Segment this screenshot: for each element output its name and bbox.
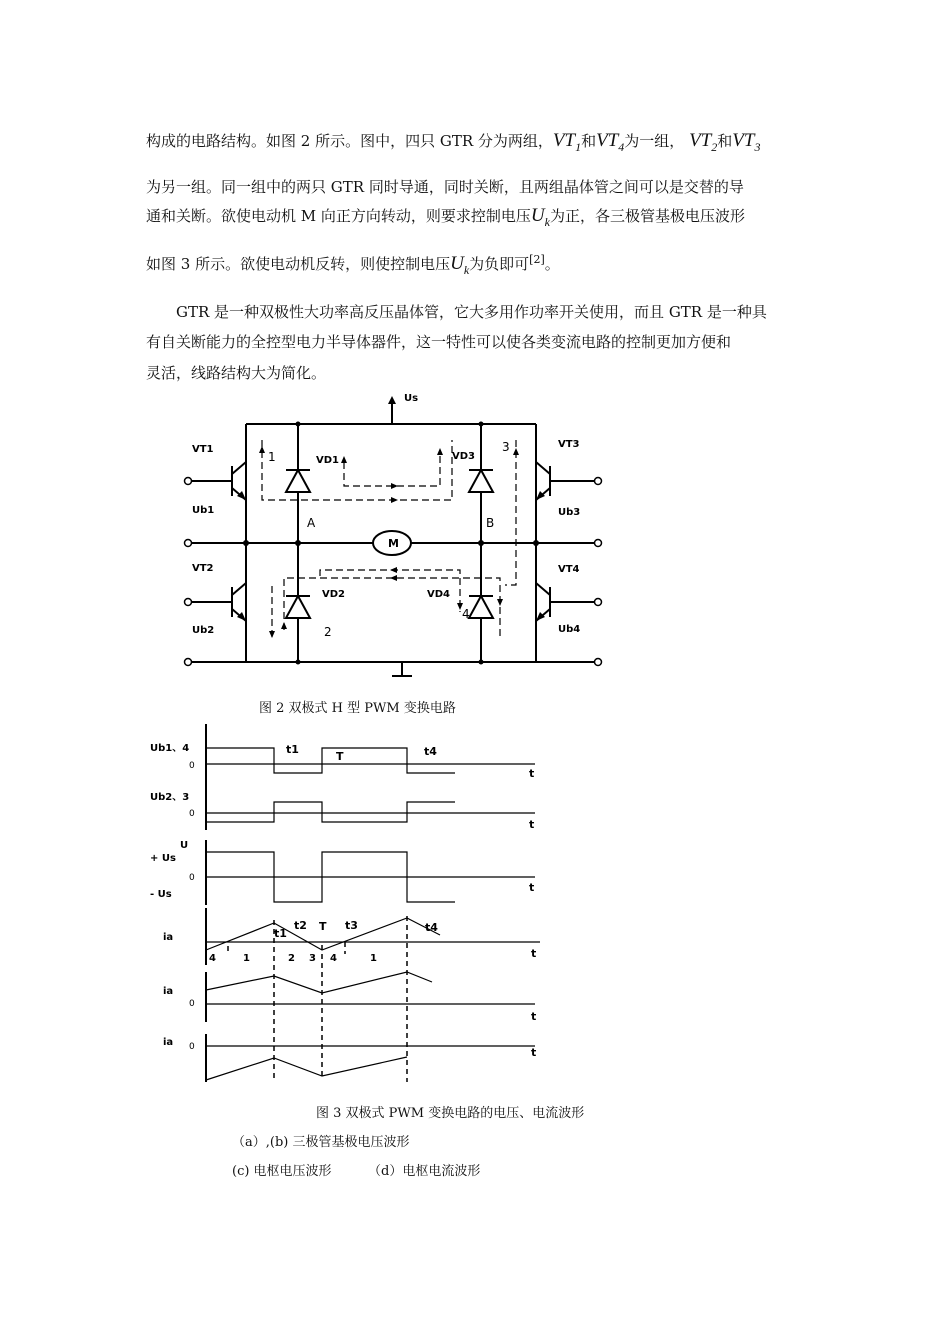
label-path-1: 1 bbox=[268, 450, 276, 464]
paragraph-2-line-1: GTR 是一种双极性大功率高反压晶体管，它大多用作功率开关使用，而且 GTR 是一种具 bbox=[176, 303, 767, 321]
text-segment: 。 bbox=[544, 255, 560, 273]
label-vt4: VT4 bbox=[558, 564, 580, 575]
label-segment-4: 4 bbox=[209, 953, 216, 964]
text-segment: 通和关断。欲使电动机 M 向正方向转动，则要求控制电压 bbox=[146, 207, 531, 225]
label-t: t bbox=[531, 947, 537, 960]
label-ub14: Ub1、4 bbox=[150, 743, 190, 754]
label-vt2: VT2 bbox=[192, 563, 214, 574]
paragraph-2-line-2: 有自关断能力的全控型电力半导体器件，这一特性可以使各类变流电路的控制更加方便和 bbox=[146, 333, 732, 351]
text-segment: 构成的电路结构。如图 2 所示。图中，四只 GTR 分为两组， bbox=[146, 132, 553, 150]
text-segment: 和 bbox=[581, 132, 597, 150]
math-subscript: 2 bbox=[711, 139, 718, 154]
label-segment-3: 3 bbox=[309, 953, 316, 964]
label-t: t bbox=[529, 881, 535, 894]
label-t: t bbox=[531, 1046, 537, 1059]
math-symbol: VT bbox=[596, 130, 619, 151]
label-minus-us: - Us bbox=[150, 889, 172, 900]
label-period-t: T bbox=[319, 920, 327, 933]
label-u: U bbox=[180, 840, 189, 851]
label-ub1: Ub1 bbox=[192, 505, 215, 516]
label-segment-1: 1 bbox=[243, 953, 250, 964]
text-segment: 为正，各三极管基极电压波形 bbox=[549, 207, 745, 225]
label-zero: 0 bbox=[189, 809, 195, 819]
label-us: Us bbox=[404, 393, 419, 404]
math-symbol: VT bbox=[689, 130, 712, 151]
label-t4: t4 bbox=[424, 745, 437, 758]
math-subscript: 3 bbox=[754, 139, 761, 154]
label-ub4: Ub4 bbox=[558, 624, 581, 635]
label-path-4: 4 bbox=[462, 607, 470, 621]
label-t2: t2 bbox=[294, 919, 307, 932]
label-t1: t1 bbox=[286, 743, 299, 756]
label-ia: ia bbox=[163, 986, 174, 997]
label-vt3: VT3 bbox=[558, 439, 580, 450]
label-plus-us: + Us bbox=[150, 853, 176, 864]
math-symbol: VT bbox=[552, 130, 576, 151]
figure-3-caption: 图 3 双极式 PWM 变换电路的电压、电流波形 bbox=[316, 1106, 585, 1121]
citation: [2] bbox=[529, 253, 545, 266]
math-subscript: k bbox=[544, 214, 550, 229]
math-subscript: 1 bbox=[575, 139, 582, 154]
figure-2-caption: 图 2 双极式 H 型 PWM 变换电路 bbox=[259, 701, 456, 716]
label-segment-2: 2 bbox=[288, 953, 295, 964]
paragraph-2-line-3: 灵活，线路结构大为简化。 bbox=[146, 364, 327, 382]
label-vd3: VD3 bbox=[452, 451, 475, 462]
label-t1: t1 bbox=[274, 927, 287, 940]
label-zero: 0 bbox=[189, 873, 195, 883]
label-vt1: VT1 bbox=[192, 444, 214, 455]
label-ub3: Ub3 bbox=[558, 507, 581, 518]
math-symbol: U bbox=[450, 253, 464, 274]
label-t4: t4 bbox=[425, 921, 438, 934]
label-t: t bbox=[529, 818, 535, 831]
label-path-2: 2 bbox=[324, 625, 332, 639]
label-t: t bbox=[531, 1010, 537, 1023]
math-symbol: VT bbox=[732, 130, 755, 151]
label-ia: ia bbox=[163, 932, 174, 943]
label-ub23: Ub2、3 bbox=[150, 792, 190, 803]
label-segment-1: 1 bbox=[370, 953, 377, 964]
label-vd2: VD2 bbox=[322, 589, 345, 600]
label-vd1: VD1 bbox=[316, 455, 339, 466]
label-period-t: T bbox=[336, 750, 344, 763]
figure-3-subcaption-d: （d）电枢电流波形 bbox=[368, 1164, 481, 1179]
label-path-3: 3 bbox=[502, 440, 510, 454]
label-zero: 0 bbox=[189, 1042, 195, 1052]
text-segment: 如图 3 所示。欲使电动机反转，则使控制电压 bbox=[146, 255, 451, 273]
label-ia: ia bbox=[163, 1037, 174, 1048]
text-segment: 和 bbox=[717, 132, 733, 150]
math-subscript: 4 bbox=[618, 139, 625, 154]
paragraph-1-line-2: 为另一组。同一组中的两只 GTR 同时导通，同时关断，且两组晶体管之间可以是交替的导 bbox=[146, 178, 744, 196]
label-motor: M bbox=[388, 537, 399, 550]
label-segment-4: 4 bbox=[330, 953, 337, 964]
label-node-b: B bbox=[486, 516, 495, 530]
math-subscript: k bbox=[463, 262, 470, 277]
text-segment: 为一组， bbox=[624, 132, 685, 150]
label-t3: t3 bbox=[345, 919, 358, 932]
label-zero: 0 bbox=[189, 761, 195, 771]
label-ub2: Ub2 bbox=[192, 625, 215, 636]
label-node-a: A bbox=[307, 516, 316, 530]
figure-3-subcaption-ab: （a）,(b) 三极管基极电压波形 bbox=[232, 1135, 410, 1150]
label-vd4: VD4 bbox=[427, 589, 450, 600]
math-symbol: U bbox=[530, 205, 545, 226]
text-segment: 为负即可 bbox=[469, 255, 530, 273]
label-t: t bbox=[529, 767, 535, 780]
figure-3-subcaption-c: (c) 电枢电压波形 bbox=[232, 1164, 332, 1179]
label-zero: 0 bbox=[189, 999, 195, 1009]
